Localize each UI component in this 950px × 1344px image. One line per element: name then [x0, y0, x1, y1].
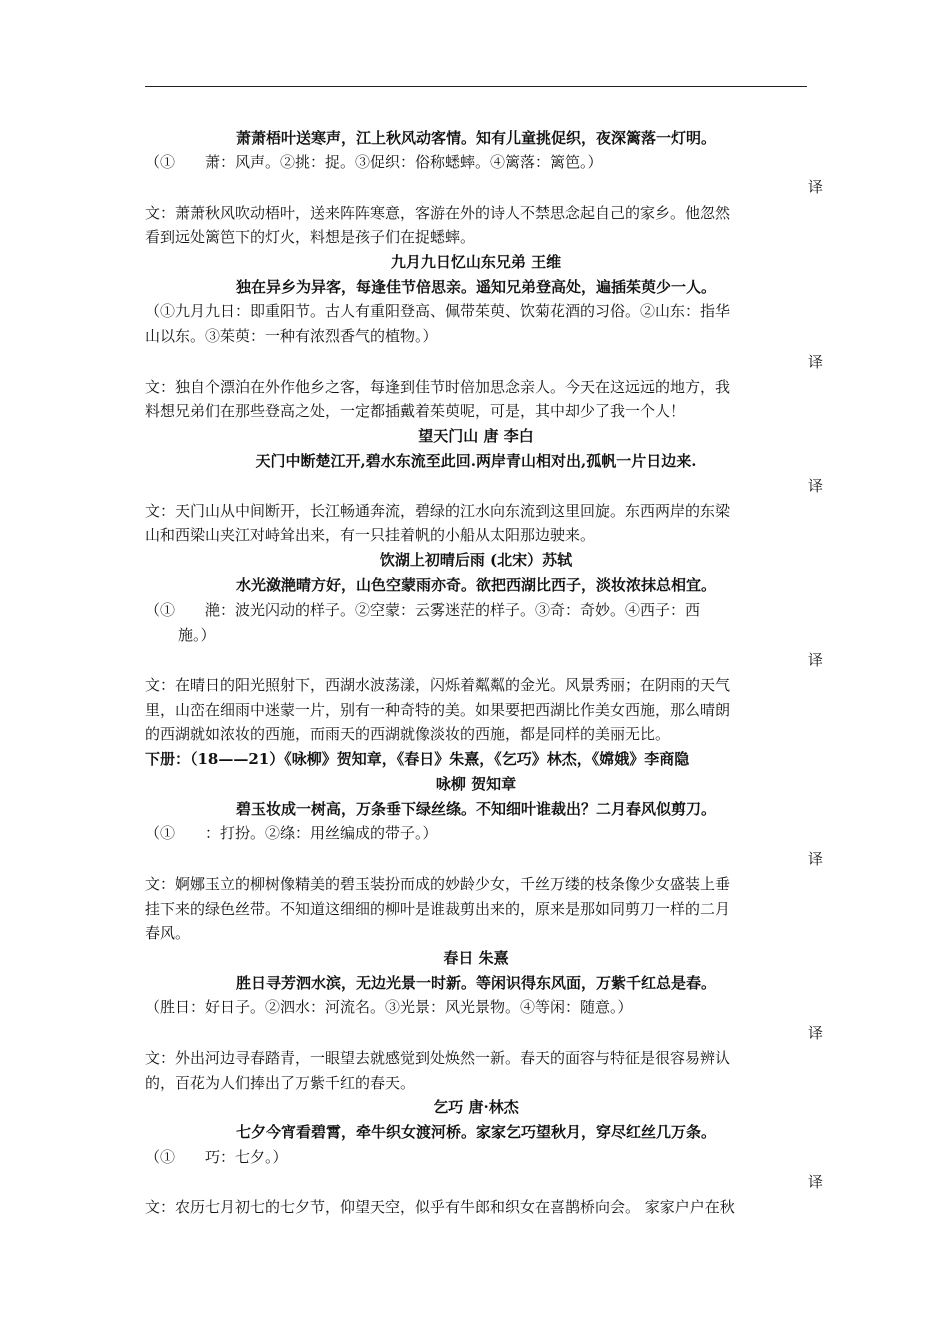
- poem-notes: （① 萧：风声。②挑：捉。③促织：俗称蟋蟀。④篱落：篱笆。）: [145, 153, 603, 171]
- poem-text: 胜日寻芳泗水滨，无边光景一时新。等闲识得东风面，万紫千红总是春。: [235, 974, 716, 992]
- translation-line: 文：农历七月初七的七夕节，仰望天空，似乎有牛郎和织女在喜鹊桥向会。 家家户户在秋: [145, 1198, 735, 1216]
- poem-text: 七夕今宵看碧霄，牵牛织女渡河桥。家家乞巧望秋月，穿尽红丝几万条。: [235, 1123, 716, 1141]
- poem-text: 天门中断楚江开,碧水东流至此回.两岸青山相对出,孤帆一片日边来.: [255, 452, 697, 470]
- translation-line: 挂下来的绿色丝带。不知道这细细的柳叶是谁裁剪出来的，原来是那如同剪刀一样的二月: [145, 900, 731, 918]
- poem-notes: （① ：打扮。②绦：用丝编成的带子。）: [145, 824, 438, 842]
- translation-marker: 译: [808, 477, 824, 495]
- translation-line: 料想兄弟们在那些登高之处，一定都插戴着茱萸呢，可是，其中却少了我一个人！: [145, 402, 686, 420]
- poem-text: 萧萧梧叶送寒声，江上秋风动客情。知有儿童挑促织，夜深篱落一灯明。: [235, 129, 716, 147]
- poem-text: 独在异乡为异客，每逢佳节倍思亲。遥知兄弟登高处，遍插茱萸少一人。: [235, 278, 716, 296]
- poem-notes: （胜日：好日子。②泗水：河流名。③光景：风光景物。④等闲：随意。）: [145, 998, 633, 1016]
- poem-text: 碧玉妆成一树高，万条垂下绿丝绦。不知细叶谁裁出？二月春风似剪刀。: [235, 800, 716, 818]
- poem-text: 水光潋滟晴方好，山色空蒙雨亦奇。欲把西湖比西子，淡妆浓抹总相宜。: [235, 576, 716, 594]
- translation-line: 文：天门山从中间断开，长江畅通奔流，碧绿的江水向东流到这里回旋。东西两岸的东梁: [145, 502, 731, 520]
- translation-line: 里，山峦在细雨中迷蒙一片，别有一种奇特的美。如果要把西湖比作美女西施，那么晴朗: [145, 701, 731, 719]
- poem-title: 饮湖上初晴后雨 (北宋）苏轼: [379, 551, 573, 569]
- poem-notes: （①九月九日：即重阳节。古人有重阳登高、佩带茱萸、饮菊花酒的习俗。②山东：指华: [145, 302, 731, 320]
- translation-marker: 译: [808, 651, 824, 669]
- header-rule: [145, 86, 807, 87]
- poem-title: 乞巧 唐·林杰: [433, 1098, 519, 1116]
- translation-marker: 译: [808, 850, 824, 868]
- poem-notes: 山以东。③茱萸：一种有浓烈香气的植物。）: [145, 327, 438, 345]
- poem-notes: 施。）: [178, 626, 216, 644]
- translation-marker: 译: [808, 178, 824, 196]
- translation-line: 文：在晴日的阳光照射下，西湖水波荡漾，闪烁着粼粼的金光。风景秀丽；在阴雨的天气: [145, 676, 731, 694]
- translation-line: 文：婀娜玉立的柳树像精美的碧玉装扮而成的妙龄少女，千丝万缕的枝条像少女盛装上垂: [145, 875, 731, 893]
- poem-title: 咏柳 贺知章: [435, 775, 517, 793]
- poem-title: 九月九日忆山东兄弟 王维: [390, 253, 562, 271]
- translation-line: 春风。: [145, 924, 191, 942]
- section-heading: 下册：（18——21）《咏柳》贺知章，《春日》朱熹，《乞巧》林杰，《嫦娥》李商隐: [145, 750, 690, 768]
- translation-line: 山和西梁山夹江对峙耸出来，有一只挂着帆的小船从太阳那边驶来。: [145, 526, 596, 544]
- translation-line: 文：萧萧秋风吹动梧叶，送来阵阵寒意，客游在外的诗人不禁思念起自己的家乡。他忽然: [145, 204, 731, 222]
- poem-notes: （① 巧：七夕。）: [145, 1148, 288, 1166]
- poem-notes: （① 滟：波光闪动的样子。②空蒙：云雾迷茫的样子。③奇：奇妙。④西子：西: [145, 601, 701, 619]
- translation-marker: 译: [808, 353, 824, 371]
- translation-line: 文：独自个漂泊在外作他乡之客，每逢到佳节时倍加思念亲人。今天在这远远的地方，我: [145, 378, 731, 396]
- translation-line: 看到远处篱笆下的灯火，料想是孩子们在捉蟋蟀。: [145, 228, 476, 246]
- translation-marker: 译: [808, 1173, 824, 1191]
- translation-marker: 译: [808, 1024, 824, 1042]
- translation-line: 文：外出河边寻春踏青，一眼望去就感觉到处焕然一新。春天的面容与特征是很容易辨认: [145, 1049, 731, 1067]
- poem-title: 春日 朱熹: [443, 949, 509, 967]
- translation-line: 的，百花为人们捧出了万紫千红的春天。: [145, 1074, 416, 1092]
- translation-line: 的西湖就如浓妆的西施，而雨天的西湖就像淡妆的西施，都是同样的美丽无比。: [145, 725, 671, 743]
- poem-title: 望天门山 唐 李白: [418, 427, 534, 445]
